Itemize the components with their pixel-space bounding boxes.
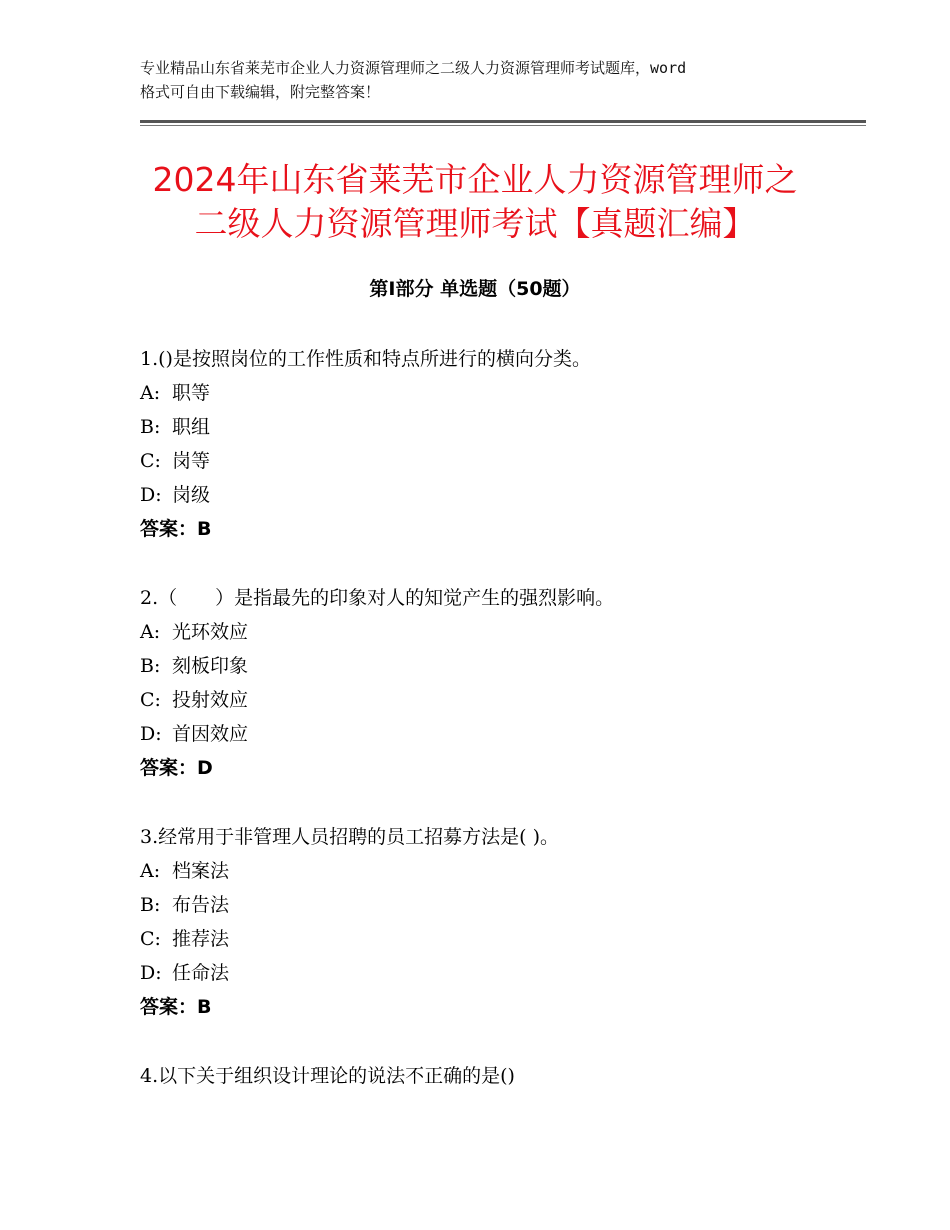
header-divider-thick <box>140 120 866 123</box>
option-text: 投射效应 <box>172 689 249 711</box>
option-d <box>140 717 860 751</box>
option-b <box>140 649 860 683</box>
option-c <box>140 444 860 478</box>
option-b <box>140 410 860 444</box>
question-stem: 1.()是按照岗位的工作性质和特点所进行的横向分类。 <box>140 348 591 370</box>
option-key: D: <box>140 723 162 745</box>
option-text: 岗级 <box>172 484 211 506</box>
option-b <box>140 888 860 922</box>
document-title <box>60 158 890 246</box>
option-key: B: <box>140 655 161 677</box>
option-text: 岗等 <box>172 450 211 472</box>
question-answer: 答案：B <box>140 518 212 540</box>
option-a <box>140 854 860 888</box>
option-key: B: <box>140 894 161 916</box>
option-text: 职组 <box>172 416 211 438</box>
option-text: 布告法 <box>172 894 230 916</box>
header-note-line-2: 格式可自由下载编辑，附完整答案！ <box>140 83 381 101</box>
option-key: D: <box>140 962 162 984</box>
question-stem: 4.以下关于组织设计理论的说法不正确的是() <box>140 1065 515 1087</box>
question-answer: 答案：B <box>140 996 212 1018</box>
option-a <box>140 376 860 410</box>
option-text: 首因效应 <box>172 723 249 745</box>
option-key: C: <box>140 689 161 711</box>
option-text: 光环效应 <box>172 621 249 643</box>
option-text: 任命法 <box>172 962 230 984</box>
option-text: 推荐法 <box>172 928 230 950</box>
question-stem: 2.（ ）是指最先的印象对人的知觉产生的强烈影响。 <box>140 587 615 609</box>
option-d <box>140 478 860 512</box>
document-title-line-2: 二级人力资源管理师考试【真题汇编】 <box>194 204 756 243</box>
option-text: 档案法 <box>172 860 230 882</box>
question-4 <box>140 1059 860 1093</box>
option-key: C: <box>140 928 161 950</box>
section-heading: 第Ⅰ部分 单选题（50题） <box>369 278 581 300</box>
option-a <box>140 615 860 649</box>
option-text: 刻板印象 <box>172 655 249 677</box>
question-2 <box>140 581 860 785</box>
option-c <box>140 683 860 717</box>
option-d <box>140 956 860 990</box>
document-title-line-1: 2024年山东省莱芜市企业人力资源管理师之 <box>152 160 798 199</box>
header-note <box>140 56 840 104</box>
option-key: D: <box>140 484 162 506</box>
option-key: B: <box>140 416 161 438</box>
option-text: 职等 <box>172 382 211 404</box>
option-key: A: <box>140 382 161 404</box>
option-key: A: <box>140 621 161 643</box>
question-3 <box>140 820 860 1024</box>
header-note-line-1: 专业精品山东省莱芜市企业人力资源管理师之二级人力资源管理师考试题库，word <box>140 59 687 77</box>
option-key: C: <box>140 450 161 472</box>
question-stem: 3.经常用于非管理人员招聘的员工招募方法是( )。 <box>140 826 559 848</box>
option-key: A: <box>140 860 161 882</box>
question-answer: 答案：D <box>140 757 213 779</box>
header-divider-thin <box>140 125 866 126</box>
option-c <box>140 922 860 956</box>
question-1 <box>140 342 860 546</box>
